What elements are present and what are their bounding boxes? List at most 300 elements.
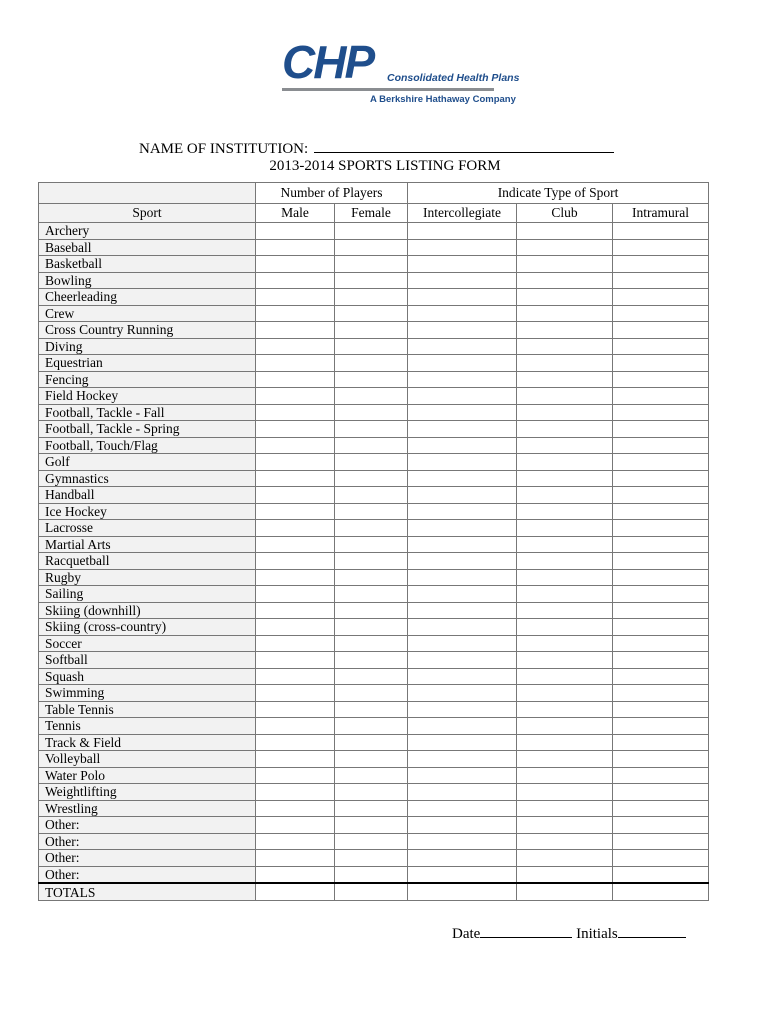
table-row [39, 602, 709, 619]
club-cell[interactable] [517, 520, 613, 537]
club-cell[interactable] [517, 305, 613, 322]
table-row [39, 437, 709, 454]
female-cell[interactable] [335, 817, 408, 834]
female-cell[interactable] [335, 586, 408, 603]
intramural-cell[interactable] [613, 470, 709, 487]
intramural-cell[interactable] [613, 602, 709, 619]
club-cell[interactable] [517, 586, 613, 603]
male-cell[interactable] [256, 503, 335, 520]
female-cell[interactable] [335, 850, 408, 867]
female-cell[interactable] [335, 619, 408, 636]
intercollegiate-cell[interactable] [408, 602, 517, 619]
female-cell[interactable] [335, 289, 408, 306]
male-cell[interactable] [256, 883, 335, 901]
female-cell[interactable] [335, 338, 408, 355]
sport-name: Tennis [39, 718, 256, 735]
club-cell[interactable] [517, 652, 613, 669]
header-type-of-sport: Indicate Type of Sport [408, 183, 709, 204]
female-cell[interactable] [335, 602, 408, 619]
intramural-cell[interactable] [613, 355, 709, 372]
intramural-cell[interactable] [613, 223, 709, 240]
club-cell[interactable] [517, 454, 613, 471]
male-cell[interactable] [256, 833, 335, 850]
sport-name: Skiing (downhill) [39, 602, 256, 619]
male-cell[interactable] [256, 470, 335, 487]
column-club: Club [517, 204, 613, 223]
female-cell[interactable] [335, 635, 408, 652]
sport-name: Baseball [39, 239, 256, 256]
intercollegiate-cell[interactable] [408, 305, 517, 322]
intramural-cell[interactable] [613, 487, 709, 504]
intercollegiate-cell[interactable] [408, 520, 517, 537]
table-row [39, 734, 709, 751]
intramural-cell[interactable] [613, 256, 709, 273]
intramural-cell[interactable] [613, 701, 709, 718]
female-cell[interactable] [335, 272, 408, 289]
club-cell[interactable] [517, 569, 613, 586]
female-cell[interactable] [335, 701, 408, 718]
male-cell[interactable] [256, 652, 335, 669]
male-cell[interactable] [256, 701, 335, 718]
sport-name: Football, Tackle - Spring [39, 421, 256, 438]
intramural-cell[interactable] [613, 454, 709, 471]
sport-name: Squash [39, 668, 256, 685]
table-row [39, 751, 709, 768]
intramural-cell[interactable] [613, 305, 709, 322]
female-cell[interactable] [335, 883, 408, 901]
male-cell[interactable] [256, 289, 335, 306]
club-cell[interactable] [517, 322, 613, 339]
intercollegiate-cell[interactable] [408, 272, 517, 289]
club-cell[interactable] [517, 833, 613, 850]
male-cell[interactable] [256, 602, 335, 619]
date-label: Date [452, 926, 481, 942]
intercollegiate-cell[interactable] [408, 817, 517, 834]
club-cell[interactable] [517, 602, 613, 619]
column-sport: Sport [39, 204, 256, 223]
male-cell[interactable] [256, 734, 335, 751]
male-cell[interactable] [256, 619, 335, 636]
intercollegiate-cell[interactable] [408, 404, 517, 421]
form-title: 2013-2014 SPORTS LISTING FORM [269, 158, 501, 174]
intramural-cell[interactable] [613, 289, 709, 306]
female-cell[interactable] [335, 239, 408, 256]
table-row [39, 371, 709, 388]
intercollegiate-cell[interactable] [408, 767, 517, 784]
sport-name: Table Tennis [39, 701, 256, 718]
initials-label: Initials [576, 926, 618, 942]
intercollegiate-cell[interactable] [408, 734, 517, 751]
club-cell[interactable] [517, 850, 613, 867]
intramural-cell[interactable] [613, 685, 709, 702]
logo-tagline: A Berkshire Hathaway Company [370, 94, 516, 105]
intramural-cell[interactable] [613, 833, 709, 850]
intercollegiate-cell[interactable] [408, 668, 517, 685]
institution-blank[interactable] [314, 140, 614, 153]
sport-name: Water Polo [39, 767, 256, 784]
sport-name: Wrestling [39, 800, 256, 817]
intercollegiate-cell[interactable] [408, 800, 517, 817]
sport-name: Other: [39, 850, 256, 867]
male-cell[interactable] [256, 685, 335, 702]
female-cell[interactable] [335, 685, 408, 702]
intramural-cell[interactable] [613, 734, 709, 751]
club-cell[interactable] [517, 536, 613, 553]
female-cell[interactable] [335, 404, 408, 421]
club-cell[interactable] [517, 355, 613, 372]
intramural-cell[interactable] [613, 272, 709, 289]
club-cell[interactable] [517, 371, 613, 388]
column-intercollegiate: Intercollegiate [408, 204, 517, 223]
sport-name: TOTALS [39, 883, 256, 901]
female-cell[interactable] [335, 388, 408, 405]
table-row [39, 718, 709, 735]
intramural-cell[interactable] [613, 569, 709, 586]
signoff [452, 924, 686, 943]
totals-row [39, 883, 709, 901]
table-row [39, 833, 709, 850]
table-row [39, 701, 709, 718]
female-cell[interactable] [335, 503, 408, 520]
intramural-cell[interactable] [613, 338, 709, 355]
intramural-cell[interactable] [613, 619, 709, 636]
female-cell[interactable] [335, 734, 408, 751]
sport-name: Football, Touch/Flag [39, 437, 256, 454]
intercollegiate-cell[interactable] [408, 338, 517, 355]
intercollegiate-cell[interactable] [408, 850, 517, 867]
institution-label: NAME OF INSTITUTION: [139, 141, 309, 157]
intramural-cell[interactable] [613, 866, 709, 883]
intercollegiate-cell[interactable] [408, 701, 517, 718]
intramural-cell[interactable] [613, 784, 709, 801]
male-cell[interactable] [256, 454, 335, 471]
table-row [39, 668, 709, 685]
intercollegiate-cell[interactable] [408, 487, 517, 504]
table-row [39, 487, 709, 504]
club-cell[interactable] [517, 239, 613, 256]
female-cell[interactable] [335, 569, 408, 586]
table-row [39, 586, 709, 603]
club-cell[interactable] [517, 503, 613, 520]
intercollegiate-cell[interactable] [408, 635, 517, 652]
intercollegiate-cell[interactable] [408, 371, 517, 388]
intercollegiate-cell[interactable] [408, 256, 517, 273]
intramural-cell[interactable] [613, 635, 709, 652]
intercollegiate-cell[interactable] [408, 388, 517, 405]
intercollegiate-cell[interactable] [408, 685, 517, 702]
male-cell[interactable] [256, 520, 335, 537]
intercollegiate-cell[interactable] [408, 503, 517, 520]
club-cell[interactable] [517, 718, 613, 735]
intercollegiate-cell[interactable] [408, 718, 517, 735]
female-cell[interactable] [335, 767, 408, 784]
female-cell[interactable] [335, 487, 408, 504]
intramural-cell[interactable] [613, 767, 709, 784]
club-cell[interactable] [517, 734, 613, 751]
male-cell[interactable] [256, 784, 335, 801]
club-cell[interactable] [517, 289, 613, 306]
male-cell[interactable] [256, 718, 335, 735]
sport-name: Volleyball [39, 751, 256, 768]
table-row [39, 817, 709, 834]
intramural-cell[interactable] [613, 718, 709, 735]
sport-name: Bowling [39, 272, 256, 289]
logo-company-name: Consolidated Health Plans [387, 72, 520, 84]
table-row [39, 503, 709, 520]
male-cell[interactable] [256, 338, 335, 355]
table-row [39, 305, 709, 322]
table-row [39, 470, 709, 487]
club-cell[interactable] [517, 668, 613, 685]
male-cell[interactable] [256, 569, 335, 586]
male-cell[interactable] [256, 421, 335, 438]
initials-blank[interactable] [618, 924, 686, 938]
intercollegiate-cell[interactable] [408, 866, 517, 883]
sport-name: Field Hockey [39, 388, 256, 405]
club-cell[interactable] [517, 800, 613, 817]
male-cell[interactable] [256, 322, 335, 339]
intercollegiate-cell[interactable] [408, 470, 517, 487]
intramural-cell[interactable] [613, 239, 709, 256]
table-row [39, 635, 709, 652]
male-cell[interactable] [256, 767, 335, 784]
table-row [39, 404, 709, 421]
column-intramural: Intramural [613, 204, 709, 223]
male-cell[interactable] [256, 355, 335, 372]
table-row [39, 866, 709, 883]
intercollegiate-cell[interactable] [408, 355, 517, 372]
intercollegiate-cell[interactable] [408, 784, 517, 801]
club-cell[interactable] [517, 223, 613, 240]
intramural-cell[interactable] [613, 553, 709, 570]
sports-rows [39, 223, 709, 901]
female-cell[interactable] [335, 322, 408, 339]
male-cell[interactable] [256, 239, 335, 256]
sport-name: Other: [39, 817, 256, 834]
table-row [39, 256, 709, 273]
table-row [39, 652, 709, 669]
sport-name: Martial Arts [39, 536, 256, 553]
intercollegiate-cell[interactable] [408, 239, 517, 256]
intramural-cell[interactable] [613, 883, 709, 901]
male-cell[interactable] [256, 800, 335, 817]
female-cell[interactable] [335, 652, 408, 669]
sport-name: Cross Country Running [39, 322, 256, 339]
club-cell[interactable] [517, 817, 613, 834]
club-cell[interactable] [517, 751, 613, 768]
male-cell[interactable] [256, 751, 335, 768]
club-cell[interactable] [517, 256, 613, 273]
female-cell[interactable] [335, 800, 408, 817]
header-number-of-players: Number of Players [256, 183, 408, 204]
intramural-cell[interactable] [613, 536, 709, 553]
club-cell[interactable] [517, 701, 613, 718]
intramural-cell[interactable] [613, 503, 709, 520]
sport-name: Sailing [39, 586, 256, 603]
sport-name: Cheerleading [39, 289, 256, 306]
club-cell[interactable] [517, 883, 613, 901]
intercollegiate-cell[interactable] [408, 586, 517, 603]
intramural-cell[interactable] [613, 850, 709, 867]
intercollegiate-cell[interactable] [408, 553, 517, 570]
club-cell[interactable] [517, 487, 613, 504]
club-cell[interactable] [517, 784, 613, 801]
male-cell[interactable] [256, 371, 335, 388]
intercollegiate-cell[interactable] [408, 223, 517, 240]
table-row [39, 388, 709, 405]
intramural-cell[interactable] [613, 800, 709, 817]
club-cell[interactable] [517, 338, 613, 355]
intercollegiate-cell[interactable] [408, 437, 517, 454]
female-cell[interactable] [335, 437, 408, 454]
club-cell[interactable] [517, 404, 613, 421]
intramural-cell[interactable] [613, 817, 709, 834]
table-row [39, 800, 709, 817]
table-row [39, 553, 709, 570]
intercollegiate-cell[interactable] [408, 569, 517, 586]
sport-name: Fencing [39, 371, 256, 388]
female-cell[interactable] [335, 751, 408, 768]
intramural-cell[interactable] [613, 668, 709, 685]
date-blank[interactable] [480, 924, 572, 938]
male-cell[interactable] [256, 256, 335, 273]
male-cell[interactable] [256, 668, 335, 685]
male-cell[interactable] [256, 223, 335, 240]
sport-name: Racquetball [39, 553, 256, 570]
male-cell[interactable] [256, 553, 335, 570]
female-cell[interactable] [335, 305, 408, 322]
intramural-cell[interactable] [613, 322, 709, 339]
table-row [39, 520, 709, 537]
table-row [39, 223, 709, 240]
sport-name: Handball [39, 487, 256, 504]
male-cell[interactable] [256, 272, 335, 289]
female-cell[interactable] [335, 866, 408, 883]
male-cell[interactable] [256, 437, 335, 454]
club-cell[interactable] [517, 635, 613, 652]
female-cell[interactable] [335, 355, 408, 372]
sport-name: Gymnastics [39, 470, 256, 487]
club-cell[interactable] [517, 685, 613, 702]
intercollegiate-cell[interactable] [408, 751, 517, 768]
sport-name: Skiing (cross-country) [39, 619, 256, 636]
intramural-cell[interactable] [613, 751, 709, 768]
institution-line [139, 140, 614, 158]
female-cell[interactable] [335, 520, 408, 537]
female-cell[interactable] [335, 454, 408, 471]
female-cell[interactable] [335, 784, 408, 801]
intercollegiate-cell[interactable] [408, 883, 517, 901]
male-cell[interactable] [256, 487, 335, 504]
table-row [39, 569, 709, 586]
sport-name: Other: [39, 866, 256, 883]
sport-name: Rugby [39, 569, 256, 586]
sport-name: Equestrian [39, 355, 256, 372]
intramural-cell[interactable] [613, 404, 709, 421]
sport-name: Basketball [39, 256, 256, 273]
female-cell[interactable] [335, 536, 408, 553]
female-cell[interactable] [335, 553, 408, 570]
intercollegiate-cell[interactable] [408, 652, 517, 669]
column-male: Male [256, 204, 335, 223]
sports-table [38, 182, 709, 901]
sport-name: Swimming [39, 685, 256, 702]
intercollegiate-cell[interactable] [408, 833, 517, 850]
table-row [39, 784, 709, 801]
club-cell[interactable] [517, 866, 613, 883]
intramural-cell[interactable] [613, 586, 709, 603]
sport-name: Ice Hockey [39, 503, 256, 520]
male-cell[interactable] [256, 866, 335, 883]
club-cell[interactable] [517, 553, 613, 570]
female-cell[interactable] [335, 223, 408, 240]
intramural-cell[interactable] [613, 437, 709, 454]
table-row [39, 767, 709, 784]
table-row [39, 322, 709, 339]
intercollegiate-cell[interactable] [408, 454, 517, 471]
logo-rule [282, 88, 494, 91]
male-cell[interactable] [256, 817, 335, 834]
sport-name: Lacrosse [39, 520, 256, 537]
club-cell[interactable] [517, 470, 613, 487]
female-cell[interactable] [335, 371, 408, 388]
intramural-cell[interactable] [613, 520, 709, 537]
sport-name: Softball [39, 652, 256, 669]
female-cell[interactable] [335, 833, 408, 850]
intercollegiate-cell[interactable] [408, 322, 517, 339]
female-cell[interactable] [335, 421, 408, 438]
club-cell[interactable] [517, 767, 613, 784]
female-cell[interactable] [335, 256, 408, 273]
male-cell[interactable] [256, 536, 335, 553]
male-cell[interactable] [256, 635, 335, 652]
intramural-cell[interactable] [613, 652, 709, 669]
table-row [39, 272, 709, 289]
intercollegiate-cell[interactable] [408, 536, 517, 553]
club-cell[interactable] [517, 437, 613, 454]
logo-mark: CHP [282, 36, 374, 88]
table-row [39, 619, 709, 636]
intercollegiate-cell[interactable] [408, 619, 517, 636]
table-row [39, 685, 709, 702]
club-cell[interactable] [517, 388, 613, 405]
intramural-cell[interactable] [613, 371, 709, 388]
intercollegiate-cell[interactable] [408, 421, 517, 438]
intercollegiate-cell[interactable] [408, 289, 517, 306]
club-cell[interactable] [517, 421, 613, 438]
sport-name: Diving [39, 338, 256, 355]
male-cell[interactable] [256, 850, 335, 867]
female-cell[interactable] [335, 668, 408, 685]
table-row [39, 536, 709, 553]
male-cell[interactable] [256, 586, 335, 603]
table-row [39, 239, 709, 256]
sport-name: Track & Field [39, 734, 256, 751]
male-cell[interactable] [256, 388, 335, 405]
female-cell[interactable] [335, 718, 408, 735]
table-row [39, 421, 709, 438]
sport-name: Other: [39, 833, 256, 850]
club-cell[interactable] [517, 272, 613, 289]
club-cell[interactable] [517, 619, 613, 636]
header-blank [39, 183, 256, 204]
intramural-cell[interactable] [613, 421, 709, 438]
intramural-cell[interactable] [613, 388, 709, 405]
male-cell[interactable] [256, 404, 335, 421]
table-row [39, 454, 709, 471]
female-cell[interactable] [335, 470, 408, 487]
male-cell[interactable] [256, 305, 335, 322]
